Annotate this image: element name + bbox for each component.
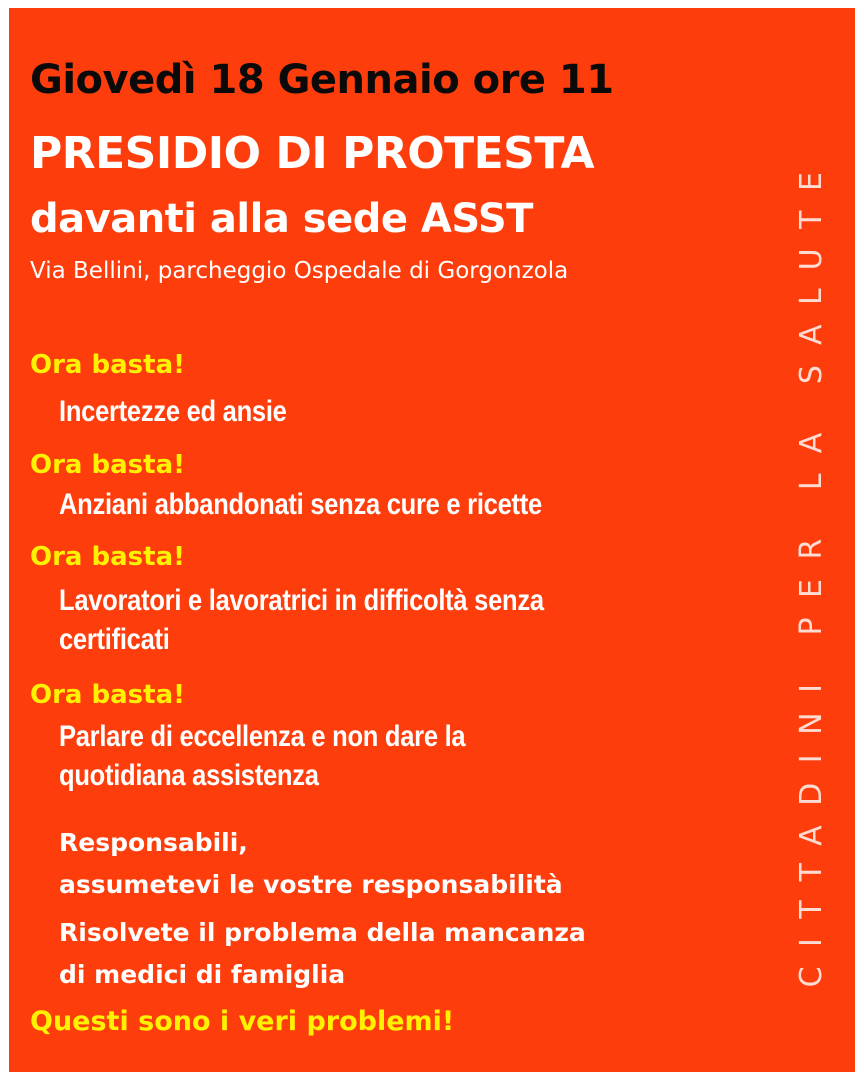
grievance-text: Incertezze ed ansie [59, 395, 287, 428]
demand-text: Risolvete il problema della mancanza [59, 918, 586, 947]
event-address: Via Bellini, parcheggio Ospedale di Gorgonzola [30, 258, 569, 284]
grievance-text: Anziani abbandonati senza cure e ricette [59, 488, 542, 521]
grievance-text-continued: quotidiana assistenza [59, 759, 319, 792]
demand-text-continued: assumetevi le vostre responsabilità [59, 870, 563, 899]
event-subheadline: davanti alla sede ASST [30, 196, 533, 242]
grievance-label: Ora basta! [30, 680, 185, 710]
demand-text-continued: di medici di famiglia [59, 960, 346, 989]
event-date: Giovedì 18 Gennaio ore 11 [30, 57, 614, 103]
closing-statement: Questi sono i veri problemi! [30, 1006, 455, 1037]
protest-poster [9, 8, 855, 1072]
grievance-text-continued: certificati [59, 623, 170, 656]
grievance-label: Ora basta! [30, 542, 185, 572]
grievance-label: Ora basta! [30, 450, 185, 480]
event-headline: PRESIDIO DI PROTESTA [30, 128, 595, 179]
demand-text: Responsabili, [59, 828, 248, 857]
side-brand-text: CITTADINI PER LA SALUTE [794, 152, 829, 988]
grievance-text: Lavoratori e lavoratrici in difficoltà senza [59, 584, 544, 617]
grievance-label: Ora basta! [30, 350, 185, 380]
grievance-text: Parlare di eccellenza e non dare la [59, 720, 466, 753]
